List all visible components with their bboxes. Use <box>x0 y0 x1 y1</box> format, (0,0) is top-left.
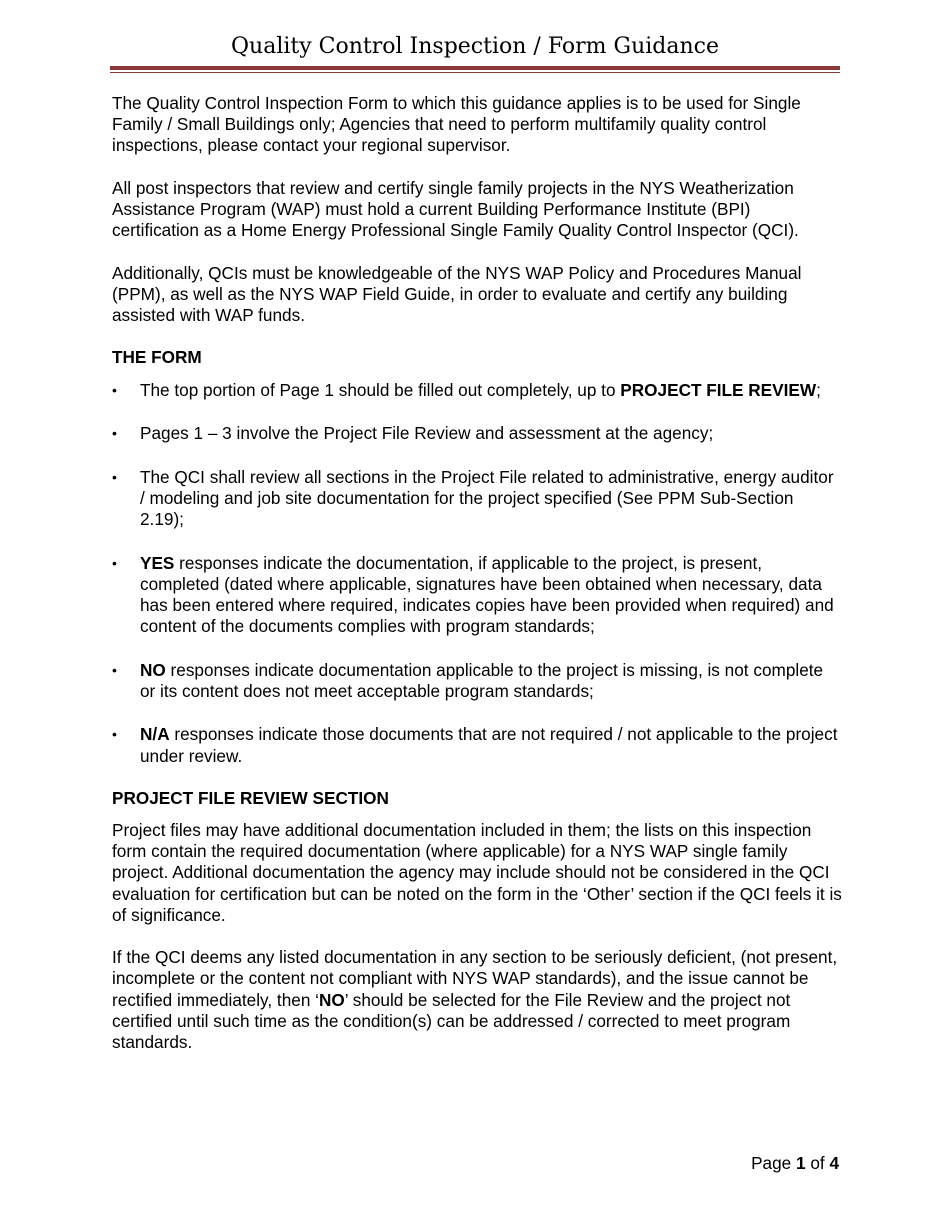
project-file-paragraph-1: Project files may have additional documentation included in them; the lists on this inspection form contain the required documentation (where applicable) for a NYS WAP single family project. Additional documentation the agency may include should not be considered in the QCI evaluation for certification but can be noted on the form in the ‘Other’ section if the QCI feels it is of significance. <box>112 819 842 925</box>
list-item-text: The top portion of Page 1 should be filled out completely, up to <box>140 379 621 400</box>
bullet-icon: • <box>112 425 117 442</box>
paragraph-text: ’ should be selected for the File Review and the project not certified until such time as the condition(s) can be addressed / corrected to meet program standards. <box>112 989 791 1052</box>
page-title: Quality Control Inspection / Form Guidance <box>231 34 719 59</box>
list-item-text: responses indicate the documentation, if applicable to the project, is present, completed (dated where applicable, signatures have been obtained when necessary, data has been entered where required, indicates copies have been provided when required) and content of the documents complies with program standards; <box>140 552 834 637</box>
header-rule-thin <box>110 72 840 73</box>
page-current: 1 <box>795 1153 806 1173</box>
page-total: 4 <box>829 1153 839 1173</box>
list-item-bold: YES <box>140 552 175 573</box>
page-label: Page <box>751 1153 796 1173</box>
list-item-bold: PROJECT FILE REVIEW <box>620 379 817 400</box>
paragraph-bold: NO <box>318 989 345 1010</box>
section-heading-project-file-review: PROJECT FILE REVIEW SECTION <box>112 787 389 808</box>
header-rule-thick <box>110 66 840 70</box>
list-item <box>112 724 842 766</box>
list-item <box>112 423 842 444</box>
list-item <box>112 467 842 531</box>
list-item-text: responses indicate documentation applicable to the project is missing, is not complete or its content does not meet acceptable program standards; <box>140 659 824 701</box>
list-item-text: responses indicate those documents that are not required / not applicable to the project under review. <box>140 724 838 766</box>
bullet-icon: • <box>112 661 117 678</box>
list-item <box>112 660 842 702</box>
bullet-icon: • <box>112 726 117 743</box>
document-body <box>112 93 842 1074</box>
list-item-bold: NO <box>140 659 166 680</box>
project-file-paragraph-2 <box>112 947 842 1053</box>
list-item <box>112 380 842 401</box>
bullet-icon: • <box>112 468 117 485</box>
bullet-icon: • <box>112 381 117 398</box>
intro-paragraph-1: The Quality Control Inspection Form to which this guidance applies is to be used for Single Family / Small Buildings only; Agencies that need to perform multifamily quality control inspections, please contact your regional supervisor. <box>112 93 801 156</box>
bullet-icon: • <box>112 554 117 571</box>
list-item-text: The QCI shall review all sections in the Project File related to administrative, energy auditor / modeling and job site documentation for the project specified (See PPM Sub-Section 2.19); <box>140 466 834 529</box>
page-of: of <box>805 1153 830 1173</box>
form-guidance-list <box>112 380 842 767</box>
section-heading-the-form: THE FORM <box>112 347 202 368</box>
intro-paragraph-2: All post inspectors that review and certify single family projects in the NYS Weatherization Assistance Program (WAP) must hold a current Building Performance Institute (BPI) certification as a Home Energy Professional Single Family Quality Control Inspector (QCI). <box>112 177 799 241</box>
paragraph-text: If the QCI deems any listed documentation in any section to be seriously deficient, (not present, incomplete or the content not compliant with NYS WAP standards), and the issue cannot be rectified immediately, then ‘ <box>112 947 838 1010</box>
list-item <box>112 553 842 638</box>
intro-paragraph-3: Additionally, QCIs must be knowledgeable of the NYS WAP Policy and Procedures Manual (PPM), as well as the NYS WAP Field Guide, in order to evaluate and certify any building assisted with WAP funds. <box>112 262 802 325</box>
list-item-text: Pages 1 – 3 involve the Project File Review and assessment at the agency; <box>140 423 714 444</box>
list-item-text: ; <box>816 379 821 400</box>
list-item-bold: N/A <box>140 724 170 745</box>
page-number <box>751 1152 839 1174</box>
